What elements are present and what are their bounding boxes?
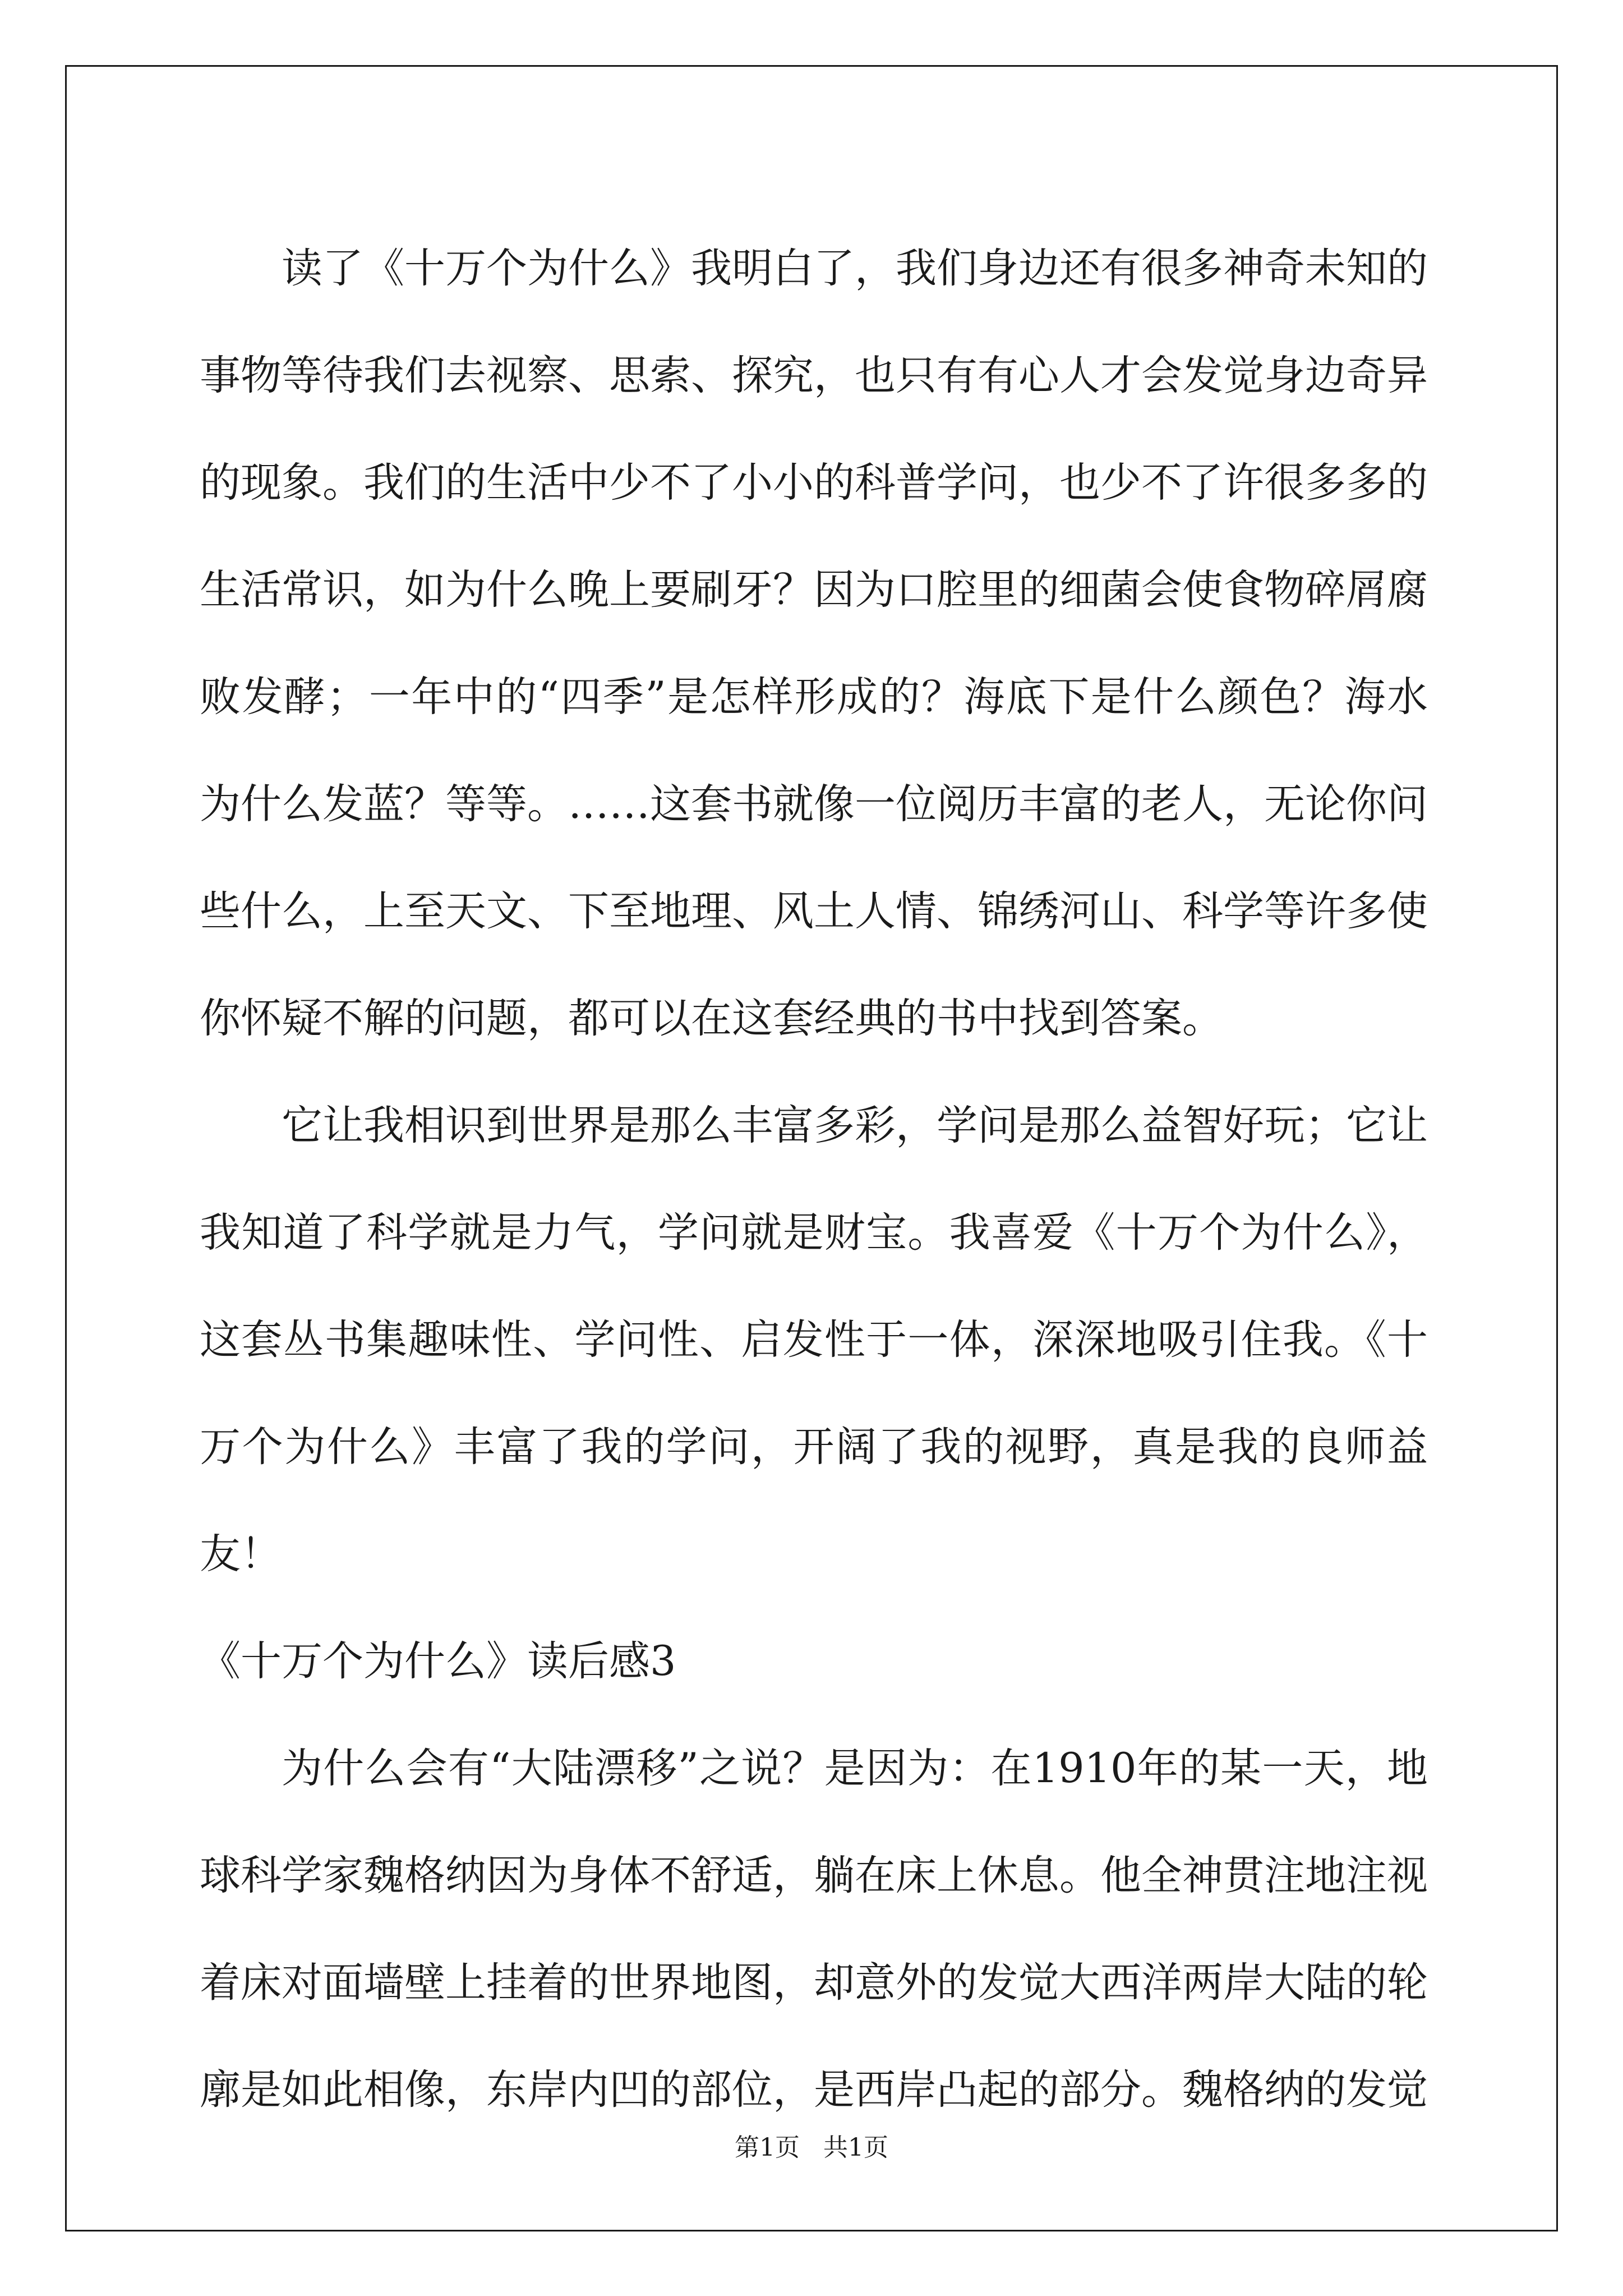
paragraph-3: 为什么会有“大陆漂移”之说？是因为：在1910年的某一天，地球科学家魏格纳因为身体不舒适，躺在床上休息。他全神贯注地注视着床对面墙壁上挂着的世界地图，却意外的发觉大西洋两岸大陆的轮廓是如此相像，东岸内凹的部位，是西岸凸起的部分。魏格纳的发觉 [200,1745,1428,2114]
page-footer: 第1页 共1页 [735,2133,888,2162]
document-body [200,215,1428,2143]
section-heading: 《十万个为什么》读后感3 [200,1637,676,1685]
paragraph-1: 读了《十万个为什么》我明白了，我们身边还有很多神奇未知的事物等待我们去视察、思索、探究，也只有有心人才会发觉身边奇异的现象。我们的生活中少不了小小的科普学问，也少不了许很多多的生活常识，如为什么晚上要刷牙？因为口腔里的细菌会使食物碎屑腐败发酵；一年中的“四季”是怎样形成的？海底下是什么颜色？海水为什么发蓝？等等。……这套书就像一位阅历丰富的老人，无论你问些什么，上至天文、下至地理、风土人情、锦绣河山、科学等许多使你怀疑不解的问题，都可以在这套经典的书中找到答案。 [200,245,1428,1042]
paragraph-2: 它让我相识到世界是那么丰富多彩，学问是那么益智好玩；它让我知道了科学就是力气，学问就是财宝。我喜爱《十万个为什么》，这套丛书集趣味性、学问性、启发性于一体，深深地吸引住我。《十万个为什么》丰富了我的学问，开阔了我的视野，真是我的良师益友！ [200,1102,1428,1578]
